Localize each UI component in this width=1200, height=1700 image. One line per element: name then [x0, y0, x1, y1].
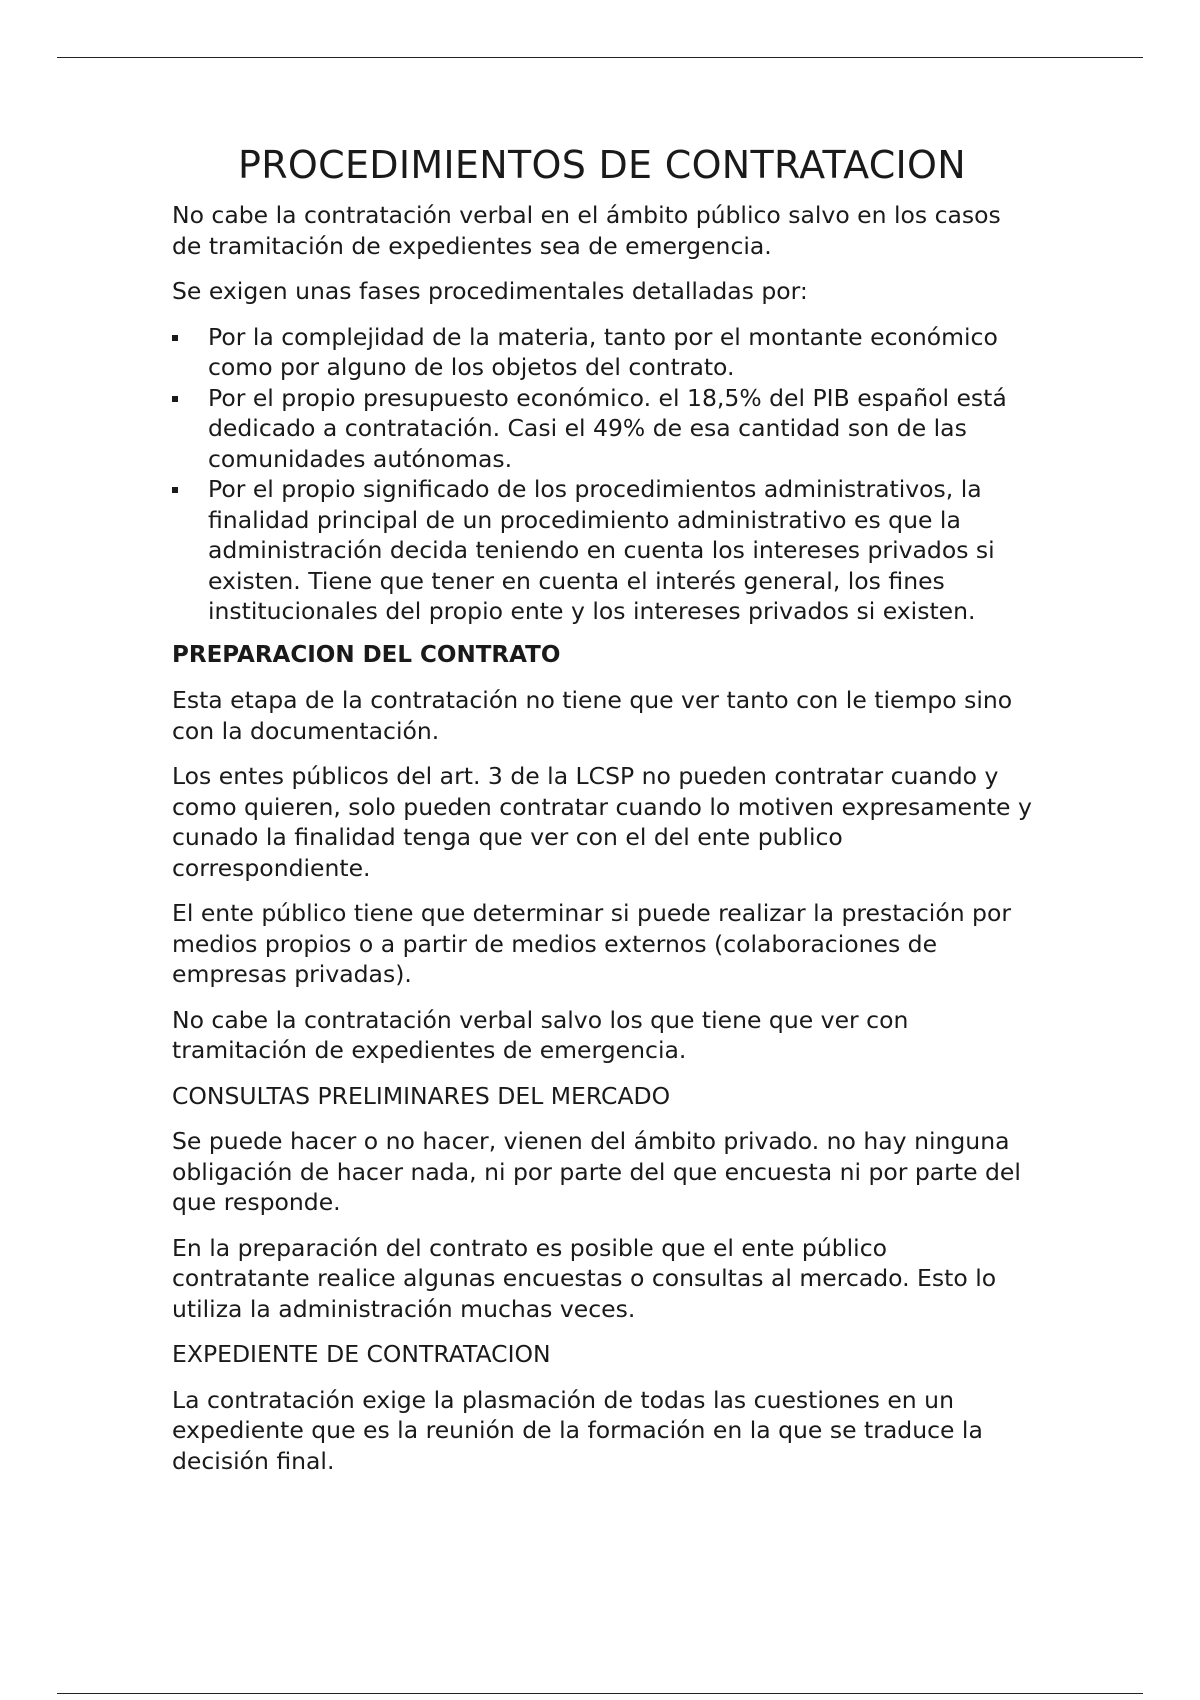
list-item [172, 383, 1032, 475]
document-title: PROCEDIMIENTOS DE CONTRATACION [238, 143, 966, 187]
list-item [172, 474, 1032, 627]
intro-paragraph: No cabe la contratación verbal en el ámbito público salvo en los casos de tramitación de expedientes sea de emergencia. [172, 201, 1001, 260]
square-bullet-icon [172, 335, 178, 341]
paragraph: En la preparación del contrato es posible que el ente público contratante realice algunas encuestas o consultas al mercado. Esto lo utiliza la administración muchas veces. [172, 1233, 997, 1323]
intro-paragraph: Se exigen unas fases procedimentales detalladas por: [172, 277, 808, 305]
paragraph: No cabe la contratación verbal salvo los que tiene que ver con tramitación de expedientes de emergencia. [172, 1005, 909, 1064]
paragraph: Esta etapa de la contratación no tiene que ver tanto con le tiempo sino con la documentación. [172, 686, 1013, 745]
section-heading-preparacion: PREPARACION DEL CONTRATO [172, 641, 561, 668]
square-bullet-icon [172, 396, 178, 402]
paragraph: El ente público tiene que determinar si puede realizar la prestación por medios propios o a partir de medios externos (colaboraciones de empresas privadas). [172, 899, 1012, 988]
section-heading-consultas: CONSULTAS PRELIMINARES DEL MERCADO [172, 1081, 671, 1110]
list-item [172, 322, 1032, 383]
list-item-text: Por el propio presupuesto económico. el 18,5% del PIB español está dedicado a contratación. Casi el 49% de esa cantidad son de las comunidades autónomas. [208, 383, 1007, 473]
footer-rule [57, 1693, 1143, 1694]
square-bullet-icon [172, 487, 178, 493]
paragraph: La contratación exige la plasmación de todas las cuestiones en un expediente que es la reunión de la formación en la que se traduce la decisión final. [172, 1385, 983, 1475]
section-heading-expediente: EXPEDIENTE DE CONTRATACION [172, 1340, 551, 1368]
document-body [172, 138, 1032, 1491]
paragraph: Los entes públicos del art. 3 de la LCSP no pueden contratar cuando y como quieren, solo pueden contratar cuando lo motiven expresamente y cunado la finalidad tenga que ver con el del ente publico correspondiente. [172, 762, 1032, 882]
list-item-text: Por la complejidad de la materia, tanto por el montante económico como por alguno de los objetos del contrato. [208, 322, 998, 381]
paragraph: Se puede hacer o no hacer, vienen del ámbito privado. no hay ninguna obligación de hacer nada, ni por parte del que encuesta ni por parte del que responde. [172, 1127, 1021, 1216]
list-item-text: Por el propio significado de los procedimientos administrativos, la finalidad principal de un procedimiento administrativo es que la administración decida teniendo en cuenta los intereses privados si existen. Tiene que tener en cuenta el interés general, los fines institucionales del propio ente y los intereses privados si existen. [208, 475, 995, 625]
header-rule [57, 57, 1143, 58]
reasons-list [172, 322, 1032, 627]
